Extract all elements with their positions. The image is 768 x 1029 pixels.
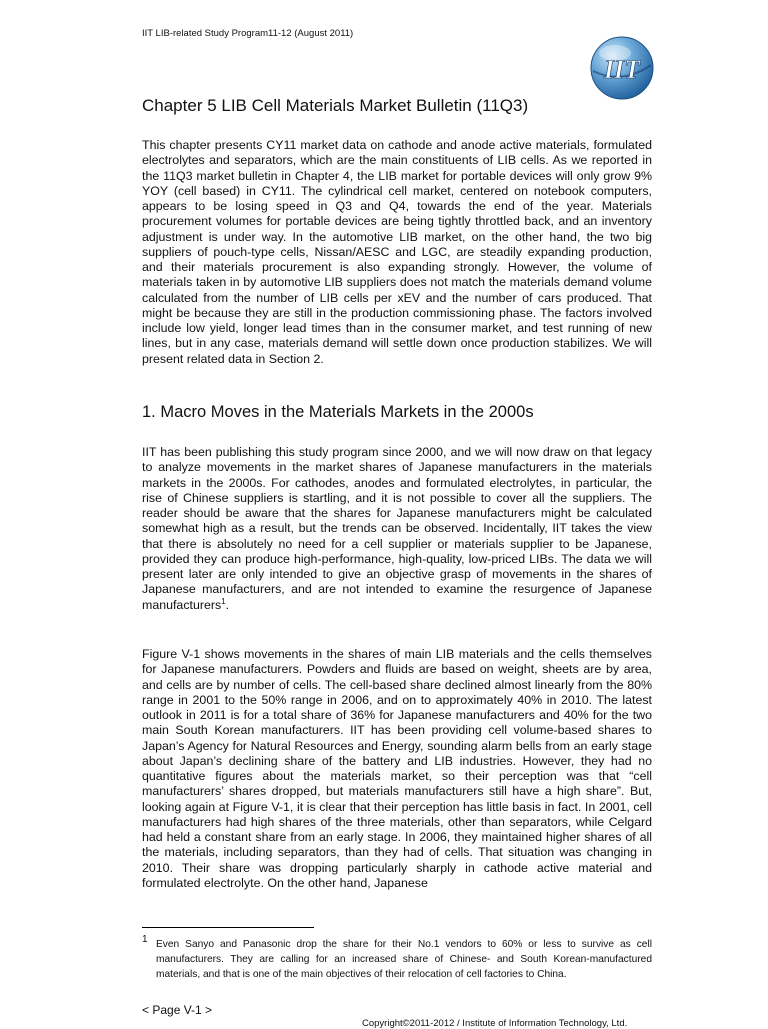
- logo-wordmark: IIT: [603, 55, 641, 84]
- footnote-divider: [142, 927, 314, 928]
- iit-logo: [589, 35, 655, 101]
- page-number: < Page V-1 >: [142, 1003, 213, 1017]
- paragraph-end: .: [225, 597, 230, 612]
- chapter-title: Chapter 5 LIB Cell Materials Market Bulletin (11Q3): [142, 96, 529, 115]
- section1-paragraph-1: [142, 445, 652, 613]
- section-heading: 1. Macro Moves in the Materials Markets in the 2000s: [142, 403, 534, 421]
- footnote-text: Even Sanyo and Panasonic drop the share for their No.1 vendors to 60% or less to survive as cell manufacturers. They are calling for an increased share of Chinese- and South Korean-manufactured materials, and that is one of the main objectives of their relocation of cell factories to China.: [156, 939, 652, 980]
- section1-paragraph-2: Figure V-1 shows movements in the shares of main LIB materials and the cells themselves for Japanese manufacturers. Powders and fluids are based on weight, sheets are by area, and cells are by number of cells. The cell-based share declined almost linearly from the 80% range in 2001 to the 50% range in 2006, and on to approximately 40% in 2010. The latest outlook in 2011 is for a total share of 36% for Japanese manufacturers and 40% for the two main South Korean manufacturers. IIT has been providing cell volume-based shares to Japan’s Agency for Natural Resources and Energy, sounding alarm bells from an early stage about Japan’s declining share of the battery and LIB industries. However, they had no quantitative figures about the materials market, so their perception was that “cell manufacturers’ shares dropped, but materials manufacturers still have a high share”. But, looking again at Figure V-1, it is clear that their perception has little basis in fact. In 2001, cell manufacturers had high shares of the three materials, other than separators, while Celgard had held a constant share from an early stage. In 2006, they maintained higher shares of all the materials, including separators, than they had of cells. That situation was changing in 2010. Their share was dropping particularly sharply in cathode active material and formulated electrolyte. On the other hand, Japanese: [142, 647, 652, 890]
- footnote-reference[interactable]: 1: [221, 596, 226, 606]
- intro-paragraph: This chapter presents CY11 market data on cathode and anode active materials, formulated electrolytes and separators, which are the main constituents of LIB cells. As we reported in the 11Q3 market bulletin in Chapter 4, the LIB market for portable devices will only grow 9% YOY (cell based) in CY11. The cylindrical cell market, centered on notebook computers, appears to be losing speed in Q3 and Q4, towards the end of the year. Materials procurement volumes for portable devices are being tightly throttled back, and an inventory adjustment is under way. In the automotive LIB market, on the other hand, the two big suppliers of pouch-type cells, Nissan/AESC and LGC, are steadily expanding production, and their materials procurement is also expanding strongly. However, the volume of materials taken in by automotive LIB suppliers does not match the materials demand volume calculated from the number of LIB cells per xEV and the number of cars produced. That might be because they are still in the production commissioning phase. The factors involved include low yield, longer lead times than in the consumer market, and test running of new lines, but in any case, materials demand will settle down once production stabilizes. We will present related data in Section 2.: [142, 138, 652, 366]
- paragraph-text: IIT has been publishing this study program since 2000, and we will now draw on that legacy to analyze movements in the market shares of Japanese manufacturers in the materials markets in the 2000s. For cathodes, anodes and formulated electrolytes, in particular, the rise of Chinese suppliers is startling, and it is not possible to cover all the suppliers. The reader should be aware that the shares for Japanese manufacturers might be calculated somewhat high as a result, but the trends can be observed. Incidentally, IIT takes the view that there is absolutely no need for a cell supplier or materials supplier to be Japanese, provided they can produce high-performance, high-quality, low-priced LIBs. The data we will present later are only intended to give an objective grasp of movements in the shares of Japanese manufacturers, and are not intended to examine the resurgence of Japanese manufacturers: [142, 445, 652, 612]
- copyright-notice: Copyright©2011-2012 / Institute of Information Technology, Ltd.: [362, 1018, 628, 1029]
- footnote-mark: 1: [142, 934, 148, 945]
- running-header: IIT LIB-related Study Program11-12 (August 2011): [142, 28, 354, 39]
